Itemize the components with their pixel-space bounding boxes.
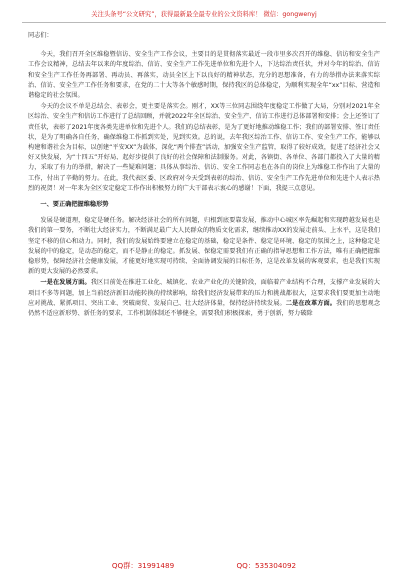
header-banner-text: 关注头条号“公文研究”，获得最新最全最专业的公文资料库！ 微信：gongwenyj [91, 11, 317, 18]
paragraph-meeting-summary: 今天的会议不单是总结会、表彰会，更主要是落实会。刚才，XX等三位同志围绕年度稳定工作做了大局，分别对2021年全区综治、安全生产和信访工作进行了总结回顾，并就2022年全区综治、安全生产、信访工作进行总体部署和安排；会上还签订了责任状，表彰了2021年度各类先进单位和先进个人。我们的总结表彰，是为了更好地推动维稳工作；我们的部署安排、签订责任状，是为了明确各自任务，确保维稳工作抓到实处，见到实效。总的说，去年我区综治工作、信访工作、安全生产工作，能够以构建和谐社会为目标，以创建“平安XX”为载体，深化“两个排查”活动，加强安全生产监管，取得了较好成效，促进了经济社会又好又快发展，为“十四五”开好局、起好步提供了良好的社会保障和法制服务。对此，各镇街、各单位、各部门都投入了大量的精力，采取了有力的举措，解决了一些疑难问题；具体从事综治、信访、安全工作同志也在各自的岗位上为维稳工作作出了大量的工作，付出了辛勤的努力。在此，我代表区委、区政府对今天受到表彰的综治、信访、安全生产工作先进单位和先进个人表示热烈的祝贺！对一年来为全区安定稳定工作作出积极努力的广大干部表示衷心的感谢！下面，我提三点意见。 [28, 103, 380, 192]
paragraph-points [28, 278, 380, 319]
footer-contact [22, 561, 386, 573]
footer-qq: QQ：535304092 [236, 561, 297, 570]
point-one-lead: 一是在发展方面。 [40, 279, 91, 287]
salutation: 同志们： [28, 32, 53, 39]
paragraph-development: 发展是硬道理，稳定是硬任务。解决经济社会的所有问题，归根到底要靠发展，推动中心城区率先崛起和实现跨越发展也是我们的第一要务，不断壮大经济实力，不断满足最广大人民群众的物质文化需求，继续推动XX的发展走前头、上水平，这是我们坚定不移的信心和动力。同时，我们的发展始终要建立在稳定的基础，稳定是条件、稳定是环境、稳定的氛围之上，这种稳定是发展的中的稳定，是动态的稳定，而不是静止的稳定。抓发展、保稳定需要我们有正确的指导思想和工作方法，唯有正确把握维稳形势，保障经济社会健康发展，才能更好地实现可持续、全面协调发展的目标任务，这是改革发展的客观要求，也是我们实现新的更大发展的必然要求。 [28, 217, 380, 276]
document-body [28, 31, 380, 319]
section-heading: 一、要正确把握维稳形势 [40, 201, 109, 209]
point-two-text: 我们的思想观念仍然不适应新形势、新任务的要求，工作机制体制还不够健全，需要我们积极探索，勇于创新，努力破除 [28, 299, 381, 318]
header-banner [22, 10, 386, 23]
point-one-text: 我区目前处在推进工业化、城镇化、农业产业化的关键阶段，面临着产业结构不合理，支撑产业发展的大项目不多等问题，加上当前经济新旧动能转换的持续影响，给我们经济发展带来的压力和挑战都很大，这要求我们要更加主动地应对挑战、紧抓项目、突出工业、突破商贸、发展自己、壮大经济体量，保持经济持续发展。 [28, 279, 380, 307]
footer-qq-group: QQ群：31991489 [111, 561, 175, 570]
paragraph-opening: 今天，我们召开全区维稳暨信访、安全生产工作会议，主要目的是贯彻落实最近一段市里多次召开的维稳、信访和安全生产工作会议精神，总结去年以来的年度综治、信访、安全生产工作先进单位和先进个人，下达综治责任状，并对今年的综治、信访和安全生产工作任务再部署、再动员、再落实，动员全区上下以良好的精神状态，充分的思想准备，有力的举措办法来落实综治、信访、安全生产工作任务和要求，在党的二十大等各个敏感时期，保持我区的总体稳定，为顺利实现全年“xx”目标、营造和谐稳定的社会氛围。 [28, 51, 380, 100]
point-two-lead: 二是在改革方面。 [285, 299, 337, 307]
